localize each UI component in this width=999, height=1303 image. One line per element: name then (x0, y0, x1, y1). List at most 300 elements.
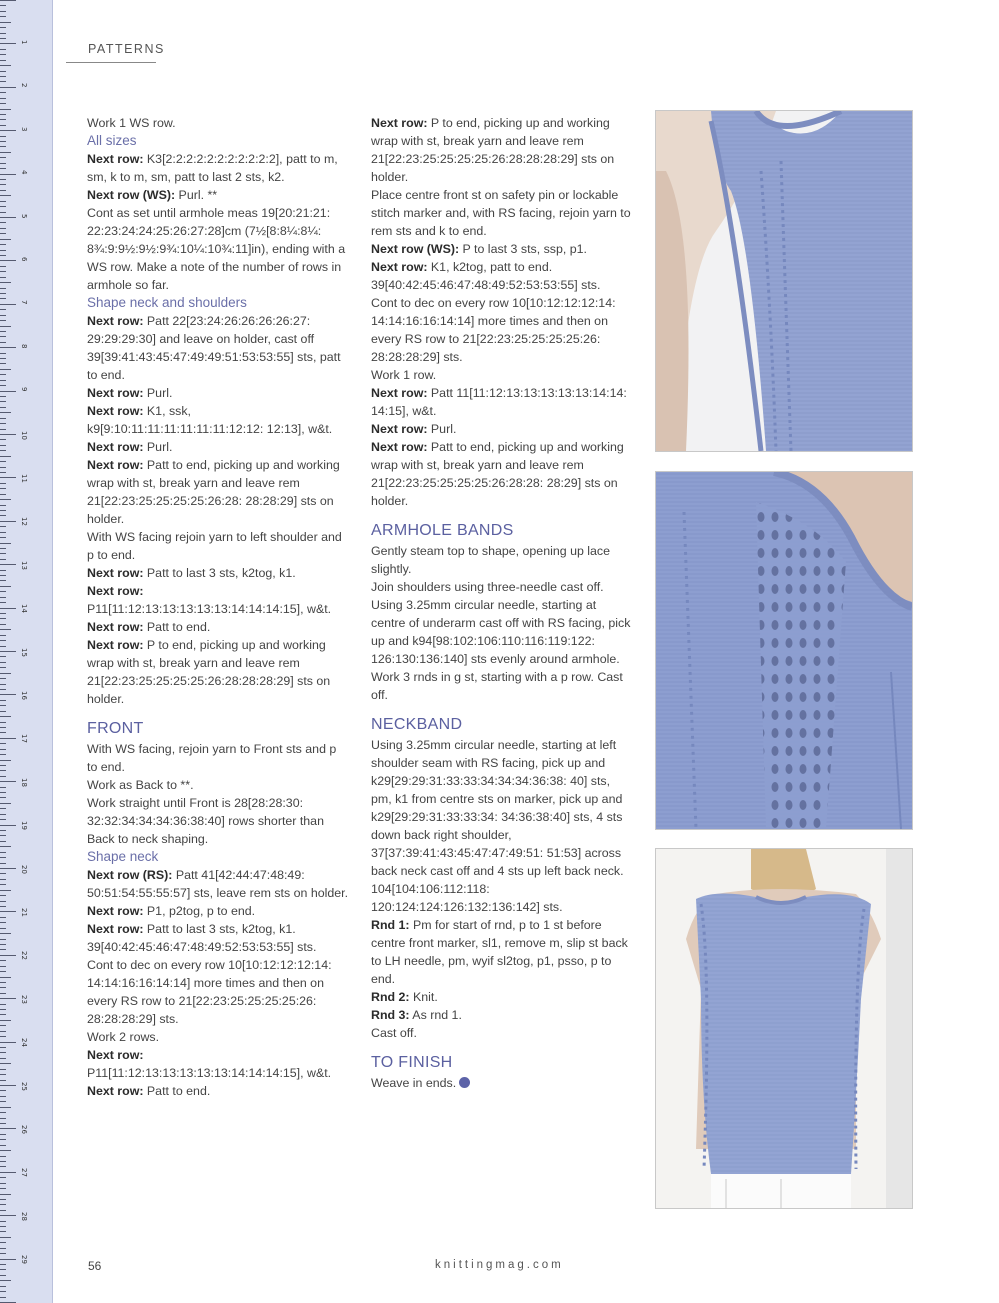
ruler-tick (0, 803, 11, 804)
ruler-label: 20 (20, 864, 28, 874)
instruction-line (87, 866, 349, 902)
ruler-tick (0, 1025, 6, 1026)
ruler-tick (0, 456, 11, 457)
spacer (87, 708, 349, 718)
ruler-tick (0, 445, 6, 446)
instruction-line (87, 902, 349, 920)
instruction-label: Next row: (87, 152, 144, 166)
ruler-tick (0, 993, 6, 994)
ruler-tick (0, 982, 6, 983)
ruler-tick (0, 374, 6, 375)
ruler-tick (0, 1128, 16, 1129)
ruler-tick (0, 1253, 6, 1254)
ruler-tick (0, 570, 6, 571)
photo-back-view (655, 848, 913, 1209)
ruler-tick (0, 911, 16, 912)
ruler-tick (0, 700, 6, 701)
ruler-tick (0, 1123, 6, 1124)
ruler-tick (0, 1286, 6, 1287)
instruction-text: Work 1 row. (371, 368, 437, 382)
ruler-tick (0, 239, 11, 240)
ruler-tick (0, 326, 11, 327)
ruler-tick (0, 347, 16, 348)
ruler-tick (0, 505, 6, 506)
ruler-label: 29 (20, 1255, 28, 1265)
ruler-tick (0, 103, 6, 104)
ruler-tick (0, 532, 6, 533)
instruction-line (371, 384, 633, 420)
ruler-tick (0, 1172, 16, 1173)
ruler-label: 22 (20, 951, 28, 961)
instruction-text: Pm for start of rnd, p to 1 st before centre front marker, sl1, remove m, slip st back to LH needle, pm, wyif sl2tog, p1, psso, p to end. (371, 918, 628, 986)
ruler-tick (0, 917, 6, 918)
ruler-tick (0, 922, 6, 923)
instruction-text: Patt to end, picking up and working wrap with st, break yarn and leave rem 21[22:23:25:25:25:25:26:28:28: 28:29] sts on holder. (371, 440, 624, 508)
instruction-text: P to end, picking up and working wrap with st, break yarn and leave rem 21[22:23:25:25:25:25:26:28:28:28:29] sts on holder. (371, 116, 615, 184)
ruler-tick (0, 998, 16, 999)
ruler-tick (0, 146, 6, 147)
ruler-tick (0, 1237, 11, 1238)
ruler-label: 24 (20, 1038, 28, 1048)
instruction-line (87, 384, 349, 402)
ruler-tick (0, 54, 6, 55)
instruction-text: Cast off. (371, 1026, 417, 1040)
ruler-tick (0, 298, 6, 299)
ruler-tick (0, 1107, 11, 1108)
ruler-tick (0, 613, 6, 614)
instruction-text: Work 2 rows. (87, 1030, 160, 1044)
ruler-tick (0, 526, 6, 527)
ruler-tick (0, 1194, 11, 1195)
ruler-tick (0, 597, 6, 598)
ruler-tick (0, 119, 6, 120)
ruler-tick (0, 933, 11, 934)
instruction-line (371, 1074, 633, 1092)
ruler-tick (0, 1226, 6, 1227)
ruler-tick (0, 971, 6, 972)
ruler-tick (0, 1297, 6, 1298)
instruction-line (87, 582, 349, 618)
ruler-tick (0, 1090, 6, 1091)
ruler-tick (0, 217, 16, 218)
ruler-tick (0, 873, 6, 874)
ruler-tick (0, 1166, 6, 1167)
instruction-line (371, 1024, 633, 1042)
ruler-tick (0, 212, 6, 213)
ruler-tick (0, 33, 6, 34)
section-heading: TO FINISH (371, 1054, 453, 1071)
ruler-tick (0, 423, 6, 424)
ruler-tick (0, 1139, 6, 1140)
ruler-tick (0, 515, 6, 516)
instruction-text: P to end, picking up and working wrap with st, break yarn and leave rem 21[22:23:25:25:25:25:26:28:28:28:29] sts on holder. (87, 638, 331, 706)
ruler-tick (0, 49, 6, 50)
instruction-line (371, 186, 633, 240)
ruler-tick (0, 776, 6, 777)
ruler-tick (0, 81, 6, 82)
ruler-tick (0, 890, 11, 891)
ruler-tick (0, 705, 6, 706)
instruction-label: Next row: (87, 638, 144, 652)
ruler-tick (0, 494, 6, 495)
photo-lace-back-detail (655, 471, 913, 830)
ruler-tick (0, 901, 6, 902)
ruler-tick (0, 521, 16, 522)
ruler-tick (0, 852, 6, 853)
ruler-tick (0, 1118, 6, 1119)
ruler-tick (0, 0, 16, 1)
ruler-tick (0, 5, 6, 6)
ruler-tick (0, 1052, 6, 1053)
instruction-label: Next row: (87, 404, 144, 418)
ruler-tick (0, 711, 6, 712)
instruction-label: Next row: (87, 458, 144, 472)
ruler-tick (0, 255, 6, 256)
ruler-tick (0, 635, 6, 636)
instruction-line (87, 204, 349, 294)
instruction-text: Patt to last 3 sts, k2tog, k1. (143, 566, 296, 580)
ruler-label: 14 (20, 604, 28, 614)
yarn-ball-icon (459, 1077, 470, 1088)
ruler-tick (0, 1161, 6, 1162)
ruler-tick (0, 716, 11, 717)
ruler-tick (0, 98, 6, 99)
instruction-line (371, 240, 633, 258)
instruction-text: Cont to dec on every row 10[10:12:12:12:14: 14:14:16:16:14:14] more times and then on every RS row to 21[22:23:25:25:25:25:26: 28:28:28:29] sts. (87, 958, 332, 1026)
ruler-tick (0, 499, 11, 500)
instruction-label: Next row: (371, 386, 428, 400)
ruler-tick (0, 87, 16, 88)
instruction-text: With WS facing rejoin yarn to left shoulder and p to end. (87, 530, 342, 562)
ruler-tick (0, 1183, 6, 1184)
section-heading: ARMHOLE BANDS (371, 522, 514, 539)
ruler-tick (0, 977, 11, 978)
ruler-tick (0, 781, 16, 782)
instruction-label: Next row: (87, 584, 144, 598)
instruction-label: Next row: (87, 1048, 144, 1062)
ruler-tick (0, 564, 16, 565)
ruler-tick (0, 396, 6, 397)
ruler-tick (0, 754, 6, 755)
instruction-line (87, 1028, 349, 1046)
instruction-line (371, 668, 633, 704)
ruler-tick (0, 27, 6, 28)
ruler-tick (0, 749, 6, 750)
ruler-tick (0, 76, 6, 77)
ruler-tick (0, 1221, 6, 1222)
ruler-label: 1 (20, 40, 28, 45)
ruler-tick (0, 1096, 6, 1097)
instruction-line (371, 438, 633, 510)
ruler-label: 27 (20, 1168, 28, 1178)
instruction-text: Purl. ** (175, 188, 218, 202)
ruler-tick (0, 43, 16, 44)
ruler-tick (0, 71, 6, 72)
ruler-tick (0, 830, 6, 831)
ruler-tick (0, 1248, 6, 1249)
instruction-text: As rnd 1. (409, 1008, 462, 1022)
ruler-tick (0, 233, 6, 234)
ruler-tick (0, 510, 6, 511)
ruler-tick (0, 369, 11, 370)
ruler-tick (0, 1074, 6, 1075)
ruler-tick (0, 16, 6, 17)
section-heading: FRONT (87, 720, 144, 737)
ruler-tick (0, 1042, 16, 1043)
instruction-text: Patt to end, picking up and working wrap with st, break yarn and leave rem 21[22:23:25:25:25:25:26:28: 28:28:29] sts on holder. (87, 458, 340, 526)
ruler-tick (0, 743, 6, 744)
ruler-tick (0, 250, 6, 251)
ruler-tick (0, 987, 6, 988)
ruler-label: 15 (20, 647, 28, 657)
ruler-tick (0, 792, 6, 793)
ruler-tick (0, 157, 6, 158)
ruler-tick (0, 732, 6, 733)
ruler-tick (0, 868, 16, 869)
instruction-line (87, 618, 349, 636)
ruler-tick (0, 450, 6, 451)
ruler-tick (0, 960, 6, 961)
instruction-line (87, 186, 349, 204)
instruction-text: Weave in ends. (371, 1076, 457, 1090)
ruler-tick (0, 22, 11, 23)
ruler-tick (0, 309, 6, 310)
instruction-line (87, 920, 349, 956)
ruler-tick (0, 765, 6, 766)
ruler-label: 16 (20, 691, 28, 700)
ruler-tick (0, 1080, 6, 1081)
ruler-tick (0, 727, 6, 728)
instruction-line (371, 578, 633, 596)
ruler-label: 12 (20, 517, 28, 527)
ruler-tick (0, 651, 16, 652)
ruler-label: 17 (20, 734, 28, 744)
ruler-tick (0, 271, 6, 272)
ruler-tick (0, 944, 6, 945)
instruction-label: Next row: (371, 440, 428, 454)
instruction-line (371, 366, 633, 384)
instruction-line (371, 916, 633, 988)
ruler-tick (0, 179, 6, 180)
pattern-column-left (87, 114, 349, 1100)
ruler-tick (0, 336, 6, 337)
ruler-tick (0, 662, 6, 663)
ruler-label: 4 (20, 170, 28, 175)
ruler-tick (0, 1210, 6, 1211)
ruler-label: 18 (20, 777, 28, 787)
instruction-label: Next row: (371, 116, 428, 130)
ruler-tick (0, 439, 6, 440)
ruler-tick (0, 315, 6, 316)
instruction-label: Next row: (87, 620, 144, 634)
instruction-label: Next row: (87, 1084, 144, 1098)
ruler-tick (0, 863, 6, 864)
ruler-tick (0, 949, 6, 950)
ruler-tick (0, 109, 11, 110)
ruler-tick (0, 353, 6, 354)
instruction-line (87, 528, 349, 564)
ruler-tick (0, 1134, 6, 1135)
instruction-text: Work 1 WS row. (87, 116, 176, 130)
instruction-label: Next row: (371, 260, 428, 274)
ruler-label: 11 (20, 474, 28, 483)
ruler-tick (0, 722, 6, 723)
ruler-tick (0, 391, 16, 392)
ruler-tick (0, 1156, 6, 1157)
ruler-tick (0, 770, 6, 771)
subsection-heading: Shape neck (87, 849, 159, 864)
instruction-line (87, 438, 349, 456)
ruler-tick (0, 201, 6, 202)
instruction-label: Rnd 1: (371, 918, 410, 932)
instruction-text: Purl. (143, 440, 173, 454)
ruler-tick (0, 407, 6, 408)
ruler-tick (0, 228, 6, 229)
ruler-tick (0, 358, 6, 359)
ruler-tick (0, 472, 6, 473)
instruction-text: Work 3 rnds in g st, starting with a p row. Cast off. (371, 670, 623, 702)
ruler-tick (0, 846, 11, 847)
ruler-tick (0, 548, 6, 549)
ruler-tick (0, 363, 6, 364)
ruler-label: 10 (20, 430, 28, 440)
ruler-label: 25 (20, 1081, 28, 1091)
ruler-tick (0, 1009, 6, 1010)
ruler-tick (0, 1275, 6, 1276)
ruler-tick (0, 130, 16, 131)
ruler-tick (0, 114, 6, 115)
instruction-text: Purl. (427, 422, 457, 436)
ruler-tick (0, 1215, 16, 1216)
instruction-text: Patt 41[42:44:47:48:49: 50:51:54:55:55:57] sts, leave rem sts on holder. (87, 868, 349, 900)
instruction-text: K3[2:2:2:2:2:2:2:2:2:2:2], patt to m, sm, k to m, sm, patt to last 2 sts, k2. (87, 152, 338, 184)
ruler-tick (0, 819, 6, 820)
ruler-label: 13 (20, 560, 28, 570)
ruler-label: 8 (20, 343, 28, 349)
ruler-tick (0, 591, 6, 592)
photo-shoulder-closeup (655, 110, 913, 452)
ruler-tick (0, 320, 6, 321)
ruler-tick (0, 293, 6, 294)
instruction-line (87, 776, 349, 794)
ruler-tick (0, 488, 6, 489)
ruler-tick (0, 282, 11, 283)
ruler-tick (0, 190, 6, 191)
instruction-text: Patt 22[23:24:26:26:26:26:27: 29:29:29:30] and leave on holder, cast off 39[39:41:43:45:47:49:49:51:53:53:55] sts, patt to end. (87, 314, 341, 382)
ruler-tick (0, 1269, 6, 1270)
ruler-tick (0, 429, 6, 430)
ruler-tick (0, 434, 16, 435)
instruction-text: Gently steam top to shape, opening up lace slightly. (371, 544, 611, 576)
section-header: PATTERNS (88, 42, 165, 56)
ruler-tick (0, 543, 11, 544)
website-url: knittingmag.com (435, 1259, 564, 1271)
instruction-text: P1, p2tog, p to end. (143, 904, 256, 918)
ruler-tick (0, 1150, 11, 1151)
ruler-tick (0, 586, 11, 587)
ruler-tick (0, 1199, 6, 1200)
ruler-tick (0, 11, 6, 12)
ruler-tick (0, 884, 6, 885)
ruler-label: 21 (20, 908, 28, 917)
ruler-tick (0, 184, 6, 185)
instruction-line (371, 1006, 633, 1024)
ruler-tick (0, 288, 6, 289)
ruler-label: 6 (20, 257, 28, 262)
ruler-tick (0, 244, 6, 245)
ruler-tick (0, 1031, 6, 1032)
ruler-tick (0, 537, 6, 538)
ruler-tick (0, 673, 11, 674)
ruler-tick (0, 1280, 11, 1281)
ruler-tick (0, 174, 16, 175)
instruction-label: Rnd 2: (371, 990, 410, 1004)
instruction-text: Place centre front st on safety pin or lockable stitch marker and, with RS facing, rejoin yarn to rem sts and k to end. (371, 188, 631, 238)
instruction-text: Using 3.25mm circular needle, starting at left shoulder seam with RS facing, pick up and k29[29:29:31:33:33:34:34:34:36:38: 40] sts, pm, k1 from centre sts on marker, pick up and k29[29:29:31:33:33:34: 34:36:38:40] sts, 4 sts down back right shoulder, 37[37:39:41:43:45:47:47:49:51: 51:53] across back neck cast off and 4 sts up left back neck. 104[104:106:112:118: 120:124:124:126:132:136:142] sts. (371, 738, 624, 914)
ruler-tick (0, 461, 6, 462)
instruction-line (87, 564, 349, 582)
header-divider (66, 62, 156, 63)
ruler-tick (0, 304, 16, 305)
ruler-tick (0, 559, 6, 560)
instruction-label: Next row (RS): (87, 868, 173, 882)
ruler-tick (0, 808, 6, 809)
ruler-tick (0, 667, 6, 668)
instruction-text: With WS facing, rejoin yarn to Front sts and p to end. (87, 742, 337, 774)
ruler-tick (0, 1231, 6, 1232)
instruction-text: P11[11:12:13:13:13:13:13:14:14:14:15], w&t. (87, 602, 332, 616)
ruler-tick (0, 602, 6, 603)
ruler-label: 2 (20, 83, 28, 88)
ruler-tick (0, 841, 6, 842)
ruler-tick (0, 575, 6, 576)
instruction-line (371, 736, 633, 916)
ruler-tick (0, 966, 6, 967)
instruction-line (87, 1082, 349, 1100)
instruction-line (371, 596, 633, 668)
ruler-tick (0, 60, 6, 61)
ruler-tick (0, 1177, 6, 1178)
ruler-tick (0, 168, 6, 169)
ruler-tick (0, 1036, 6, 1037)
ruler-tick (0, 1259, 16, 1260)
instruction-text: Patt to last 3 sts, k2tog, k1. 39[40:42:45:46:47:48:49:52:53:53:55] sts. (87, 922, 317, 954)
instruction-label: Next row: (87, 440, 144, 454)
ruler-tick (0, 418, 6, 419)
ruler-tick (0, 266, 6, 267)
pattern-column-right (371, 114, 633, 1092)
ruler-tick (0, 684, 6, 685)
instruction-line (371, 258, 633, 294)
instruction-text: Work straight until Front is 28[28:28:30: 32:32:34:34:34:36:38:40] rows shorter than Back to neck shaping. (87, 796, 324, 846)
ruler-label: 7 (20, 300, 28, 305)
ruler-tick (0, 814, 6, 815)
ruler-tick (0, 939, 6, 940)
instruction-text: K1, ssk, k9[9:10:11:11:11:11:11:11:12:12: 12:13], w&t. (87, 404, 333, 436)
instruction-line (87, 456, 349, 528)
instruction-line (371, 114, 633, 186)
ruler-tick (0, 163, 6, 164)
instruction-label: Next row: (371, 422, 428, 436)
ruler-tick (0, 1188, 6, 1189)
ruler-tick (0, 738, 16, 739)
instruction-text: P11[11:12:13:13:13:13:13:14:14:14:15], w&t. (87, 1066, 332, 1080)
instruction-line (87, 402, 349, 438)
ruler-tick (0, 1291, 6, 1292)
ruler-tick (0, 835, 6, 836)
spacer (371, 704, 633, 714)
instruction-label: Next row: (87, 922, 144, 936)
